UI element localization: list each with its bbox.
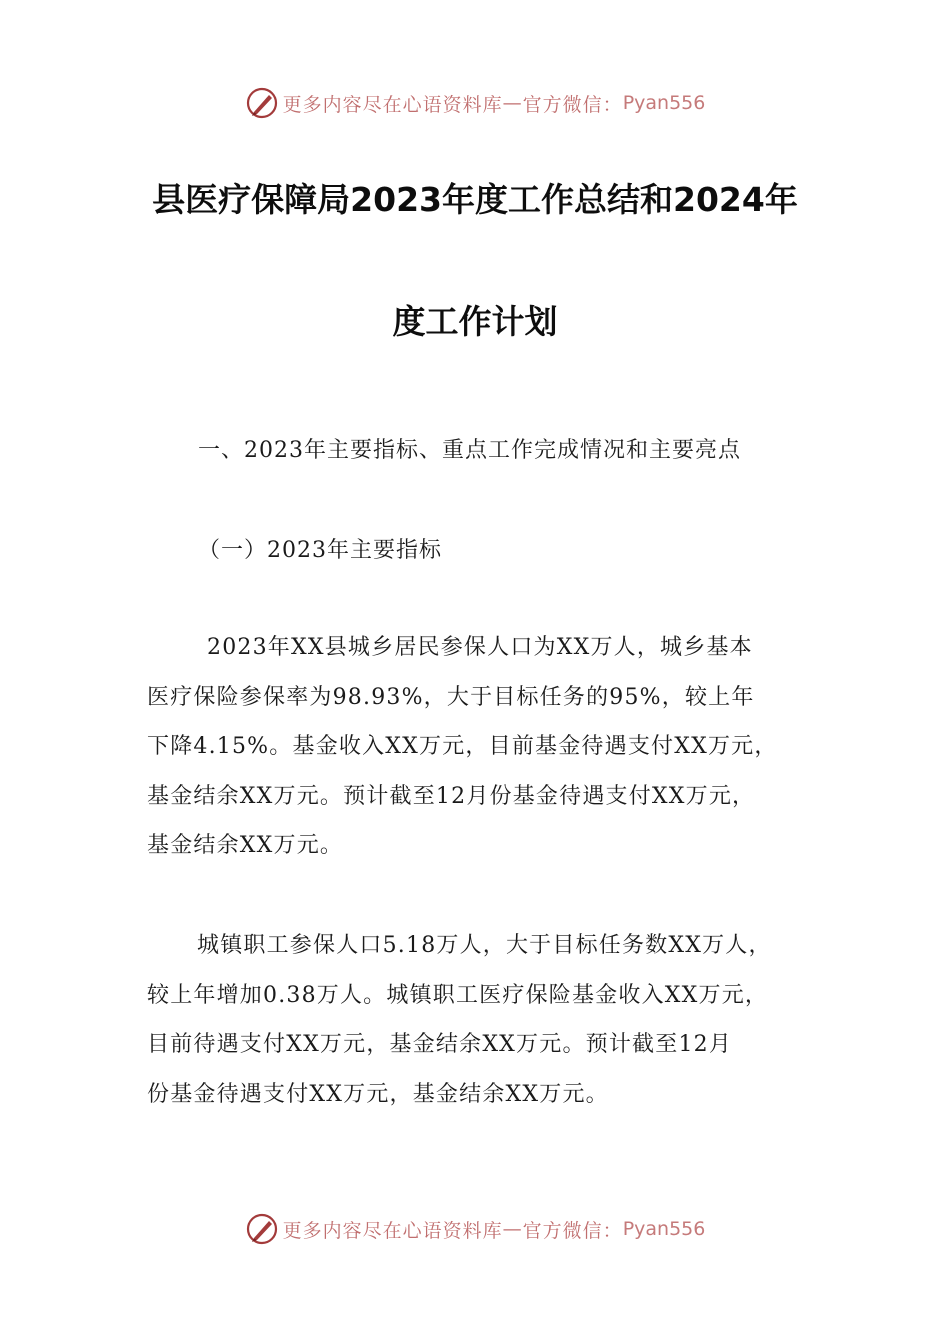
watermark-dash: — [502,92,523,114]
paragraph-1 [147,623,809,871]
watermark-text: 更多内容尽在心语资料库 [282,93,503,116]
paragraph-line: 基金结余XX万元。 [147,833,344,858]
paragraph-line: 较上年增加0.38万人。城镇职工医疗保险基金收入XX万元， [147,982,769,1008]
document-title-line2: 度工作计划 [392,302,558,341]
section-heading: 一、2023年主要指标、重点工作完成情况和主要亮点 [198,438,741,463]
paragraph-line: 下降4.15%。基金收入XX万元，目前基金待遇支付XX万元， [147,734,778,759]
paragraph-line: 2023年XX县城乡居民参保人口为XX万人，城乡基本 [207,635,753,660]
watermark-id: Pyan556 [622,1218,706,1240]
watermark-dash: — [502,1218,523,1240]
watermark-footer [0,1212,950,1246]
pen-logo-icon [245,86,279,120]
paragraph-line: 城镇职工参保人口5.18万人，大于目标任务数XX万人， [197,933,772,958]
watermark-label: 官方微信： [522,93,623,116]
watermark-text: 更多内容尽在心语资料库 [282,1219,503,1242]
watermark-id: Pyan556 [622,92,706,114]
paragraph-line: 目前待遇支付XX万元，基金结余XX万元。预计截至12月 [147,1032,733,1057]
paragraph-line: 医疗保险参保率为98.93%，大于目标任务的95%，较上年 [147,684,755,710]
pen-logo-icon [245,1212,279,1246]
subsection-heading: （一）2023年主要指标 [198,538,442,563]
paragraph-line: 基金结余XX万元。预计截至12月份基金待遇支付XX万元， [147,783,756,809]
document-title-line1: 县医疗保障局2023年度工作总结和2024年 [152,180,798,219]
watermark-header [0,86,950,120]
watermark-label: 官方微信： [522,1219,623,1242]
paragraph-line: 份基金待遇支付XX万元，基金结余XX万元。 [147,1081,609,1107]
paragraph-2 [147,921,809,1119]
